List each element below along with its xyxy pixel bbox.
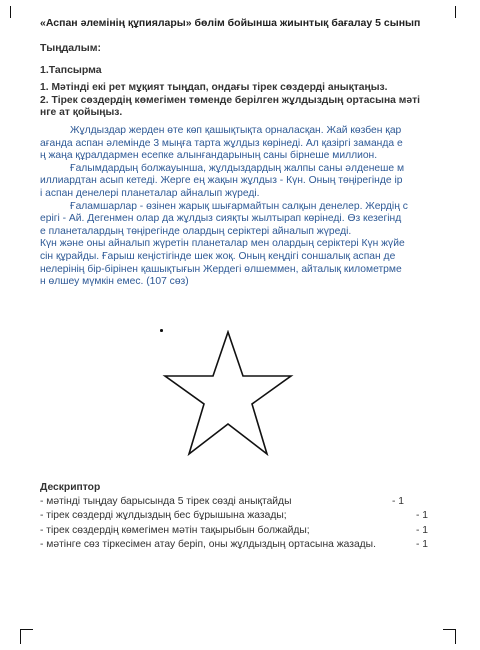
task-instructions xyxy=(40,82,450,120)
task-line: 1. Мәтінді екі рет мұқият тыңдап, ондағы тірек сөздерді анықтаңыз. xyxy=(40,82,388,93)
crop-mark-top-left xyxy=(10,6,23,18)
descriptor-score: - 1 xyxy=(416,538,429,550)
passage-line: Ғаламшарлар - өзінен жарық шығармайтын салқын денелер. Жердің с xyxy=(70,200,408,212)
descriptor-item xyxy=(40,524,460,538)
descriptor-score: - 1 xyxy=(392,496,405,508)
crop-mark-bottom-right xyxy=(443,629,456,644)
descriptor-text: - мәтінді тыңдау барысында 5 тірек сөзді анықтайды xyxy=(40,496,292,508)
descriptor-item xyxy=(40,495,460,509)
descriptor-item xyxy=(40,538,460,552)
task-heading: 1.Тапсырма xyxy=(40,64,102,76)
passage-line: Ғалымдардың болжауынша, жұлдыздардың жалпы саны әлденеше м xyxy=(70,162,405,174)
descriptor-text: - мәтінге сөз тіркесімен атау беріп, оны жұлдыздың ортасына жазады. xyxy=(40,538,376,550)
listening-passage xyxy=(40,125,460,289)
descriptor-score: - 1 xyxy=(416,524,429,536)
descriptor-heading: Дескриптор xyxy=(40,482,101,493)
section-heading: Тыңдалым: xyxy=(40,42,101,54)
passage-line: ағанда аспан әлемінде 3 мыңға тарта жұлдыз көрінеді. Ал қазіргі заманда е xyxy=(40,137,403,149)
crop-mark-bottom-left xyxy=(20,629,33,644)
passage-line: ң жаңа құралдармен есепке алынғандарының саны бірнеше миллион. xyxy=(40,150,378,162)
passage-line: нелерінің бір-бірінен қашықтығын Жердегі өлшеммен, айталық километрме xyxy=(40,263,402,275)
star-outline-icon xyxy=(162,330,294,458)
passage-line: н өлшеу мүмкін емес. (107 сөз) xyxy=(40,276,189,288)
task-line: нге ат қойыңыз. xyxy=(40,107,123,118)
passage-line: Жұлдыздар жерден өте көп қашықтықта орналасқан. Жай көзбен қар xyxy=(70,125,402,136)
passage-line: ерігі - Ай. Дегенмен олар да жұлдыз сияқты жылтырап көрінеді. Өз кезегінд xyxy=(40,213,402,225)
descriptor-score: - 1 xyxy=(416,510,429,522)
descriptor-text: - тірек сөздерді жұлдыздың бес бұрышына жазады; xyxy=(40,510,287,522)
task-line: 2. Тірек сөздердің көмегімен төменде берілген жұлдыздың ортасына мәті xyxy=(40,94,421,106)
passage-line: иллиардтан асып кетеді. Жерге ең жақын жұлдыз - Күн. Оның төңірегінде ір xyxy=(40,175,403,187)
passage-line: сін құрайды. Ғарыш кеңістігінде шек жоқ. Оның кеңдігі соншалық аспан де xyxy=(40,250,396,262)
passage-line: і аспан денелері планеталар айналып жүреді. xyxy=(40,187,260,199)
passage-line: е планеталардың төңірегінде олардың серіктері айналып жүреді. xyxy=(40,225,352,237)
descriptor-item xyxy=(40,509,460,523)
descriptor-block xyxy=(40,481,460,552)
page-title: «Аспан әлемінің құпиялары» бөлім бойынша жиынтық бағалау 5 сынып xyxy=(40,17,421,29)
descriptor-text: - тірек сөздердің көмегімен мәтін тақырыбын болжайды; xyxy=(40,524,310,536)
passage-line: Күн және оны айналып жүретін планеталар мен олардың серіктері Күн жүйе xyxy=(40,238,405,250)
